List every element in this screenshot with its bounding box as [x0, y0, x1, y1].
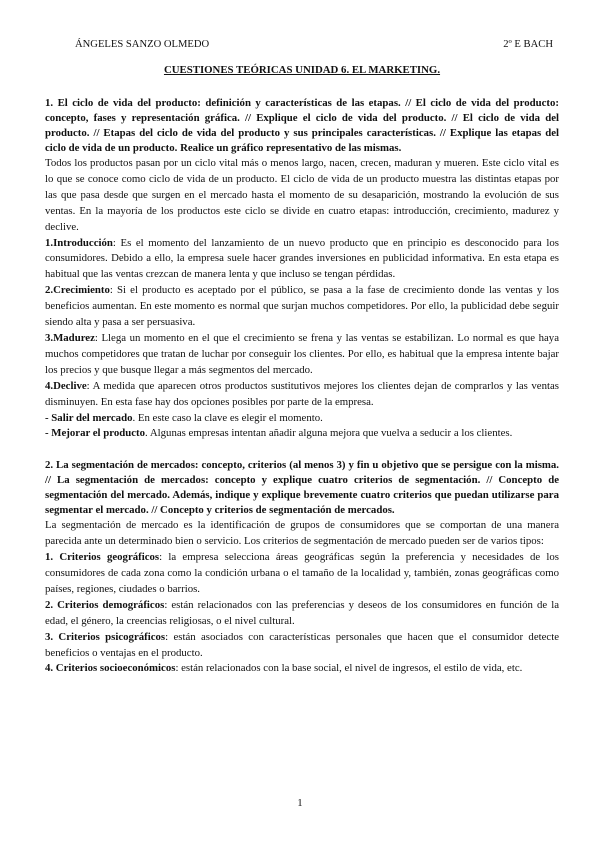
- document-page: [45, 38, 559, 677]
- criterion-label: 1. Criterios geográficos: [45, 551, 160, 564]
- criterion-text: : están relacionados con la base social, el nivel de ingresos, el estilo de vida, etc.: [175, 662, 523, 675]
- criterion-label: 4. Criterios socioeconómicos: [45, 662, 176, 675]
- option-salir-del-mercado: [45, 411, 559, 427]
- question-1-intro: Todos los productos pasan por un ciclo vital más o menos largo, nacen, crecen, maduran y mueren. Este ciclo vital es lo que se conoce como ciclo de vida de un producto. El ciclo de vida de un producto muestra las distintas etapas por las que pasa desde que surgen en el mercado hasta el momento de su desaparición, mostrando la evolución de sus ventas. En la mayoría de los productos este ciclo se divide en cuatro etapas: introducción, crecimiento, madurez y declive.: [45, 157, 559, 233]
- option-mejorar-el-producto: [45, 426, 559, 442]
- stage-text: : A medida que aparecen otros productos sustitutivos mejores los clientes dejan de comprarlos y las ventas disminuyen. En esta fase hay dos opciones posibles por parte de la empresa.: [45, 379, 559, 408]
- stage-label: 4.Declive: [45, 379, 87, 392]
- question-1-heading: 1. El ciclo de vida del producto: definición y características de las etapas. // El ciclo de vida del producto: concepto, fases y representación gráfica. // Explique el ciclo de vida del producto. // El ciclo de vida del producto. // Etapas del ciclo de vida del producto y sus principales características. // Explique las etapas del ciclo de vida de un producto. Realice un gráfico representativo de las mismas.: [45, 97, 559, 154]
- stage-label: 2.Crecimiento: [45, 284, 110, 297]
- stage-text: : Es el momento del lanzamiento de un nuevo producto que en principio es desconocido para los consumidores. Debido a ello, la empresa suele hacer grandes inversiones en publicidad informativa. En esta etapa es habitual que las ventas crezcan de manera lenta y que incluso se tengan pérdidas.: [45, 236, 559, 281]
- stage-declive: [45, 379, 559, 411]
- criterion-demograficos: [45, 598, 559, 630]
- criterion-label: 2. Criterios demográficos: [45, 598, 165, 611]
- criterion-geograficos: [45, 550, 559, 598]
- criterion-label: 3. Criterios psicográficos: [45, 630, 166, 643]
- option-text: . Algunas empresas intentan añadir alguna mejora que vuelva a seducir a los clientes.: [145, 427, 513, 440]
- page-header: [45, 38, 559, 51]
- criterion-socioeconomicos: [45, 661, 559, 677]
- document-title: CUESTIONES TEÓRICAS UNIDAD 6. EL MARKETING.: [163, 64, 441, 76]
- stage-madurez: [45, 331, 559, 379]
- option-label: - Salir del mercado: [45, 411, 133, 424]
- criterion-text: : están asociados con características personales que hacen que el consumidor detecte beneficios o ventajas en el producto.: [45, 630, 559, 659]
- question-2-intro: La segmentación de mercado es la identificación de grupos de consumidores que se comportan de una manera parecida ante un determinado bien o servicio. Los criterios de segmentación de mercado pueden ser de varios tipos:: [45, 519, 559, 548]
- page-number: 1: [297, 797, 303, 809]
- stage-label: 3.Madurez: [45, 331, 95, 344]
- stage-crecimiento: [45, 283, 559, 331]
- criterion-psicograficos: [45, 630, 559, 662]
- option-label: - Mejorar el producto: [45, 427, 146, 440]
- question-2-heading: 2. La segmentación de mercados: concepto, criterios (al menos 3) y fin u objetivo que se persigue con la misma. // La segmentación de mercados: concepto y explique cuatro criterios de segmentación. // Concepto de segmentación del mercado. Además, indique y explique brevemente cuatro criterios que puedan utilizarse para segmentar el mercado. // Concepto y criterios de segmentación de mercados.: [45, 459, 559, 517]
- criterion-text: : la empresa selecciona áreas geográficas según la preferencia y necesidades de los consumidores de cada zona como la condición urbana o el tamaño de la localidad y, también, zonas geográficas como países, regiones, ciudades o barrios.: [45, 551, 559, 595]
- stage-introduccion: [45, 236, 559, 284]
- stage-label: 1.Introducción: [45, 236, 113, 249]
- stage-text: : Llega un momento en el que el crecimiento se frena y las ventas se estabilizan. Lo normal es que haya muchos competidores que tratan de luchar por conseguir los clientes. Por ello, es habitual que la empresa intente bajar los precios y que busque llegar a más segmentos del mercado.: [45, 331, 559, 376]
- stage-text: : Si el producto es aceptado por el público, se pasa a la fase de crecimiento donde las ventas y los beneficios aumentan. En este momento es normal que surjan muchos competidores. Por ello, la publicidad debe seguir siendo alta y pasa a ser persuasiva.: [45, 284, 559, 329]
- criterion-text: : están relacionados con las preferencias y deseos de los consumidores en función de la edad, el género, la creencias religiosas, o el nivel cultural.: [45, 598, 559, 627]
- option-text: . En este caso la clave es elegir el momento.: [132, 411, 323, 424]
- course-label: 2º E BACH: [503, 39, 553, 50]
- author-name: ÁNGELES SANZO OLMEDO: [75, 39, 210, 50]
